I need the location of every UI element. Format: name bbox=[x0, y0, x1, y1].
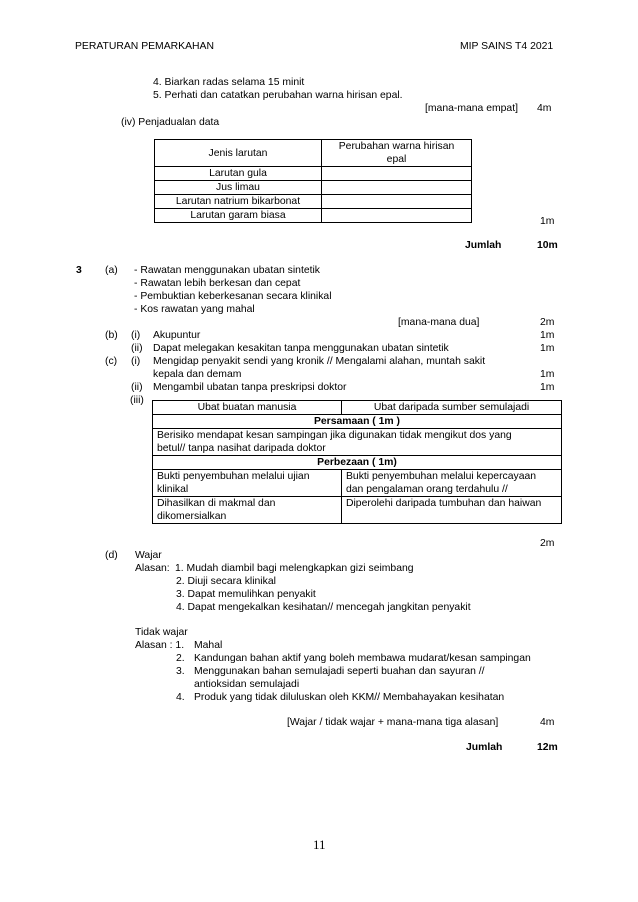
subpart-label: (ii) bbox=[131, 382, 143, 393]
total-mark: 10m bbox=[537, 240, 558, 251]
mark-note: [Wajar / tidak wajar + mana-mana tiga alasan] bbox=[287, 717, 499, 728]
table-cell bbox=[153, 470, 342, 497]
header-right: MIP SAINS T4 2021 bbox=[460, 41, 554, 52]
total-label: Jumlah bbox=[466, 742, 503, 753]
reason-number: 3. bbox=[176, 666, 185, 677]
subpart-label: (i) bbox=[131, 330, 141, 341]
answer-line: - Rawatan menggunakan ubatan sintetik bbox=[134, 265, 320, 276]
table-line: Bukti penyembuhan melalui kepercayaan bbox=[346, 471, 537, 482]
reason-line: antioksidan semulajadi bbox=[194, 679, 300, 690]
answer-line: - Pembuktian keberkesanan secara klinikal bbox=[134, 291, 332, 302]
reason-line: 2. Diuji secara klinikal bbox=[176, 576, 276, 587]
reason-line: Mahal bbox=[194, 640, 223, 651]
total-mark: 12m bbox=[537, 742, 558, 753]
answer-line: Mengambil ubatan tanpa preskripsi doktor bbox=[153, 382, 347, 393]
table-header: Ubat daripada sumber semulajadi bbox=[342, 401, 562, 415]
answer-line: kepala dan demam bbox=[153, 369, 242, 380]
step-5: 5. Perhati dan catatkan perubahan warna hirisan epal. bbox=[153, 90, 403, 101]
part-label: (d) bbox=[105, 550, 118, 561]
comparison-table bbox=[152, 400, 562, 524]
step-4: 4. Biarkan radas selama 15 minit bbox=[153, 77, 305, 88]
table-cell bbox=[322, 167, 472, 181]
table-cell bbox=[342, 470, 562, 497]
reason-line: 4. Dapat mengekalkan kesihatan// mencegah jangkitan penyakit bbox=[176, 602, 471, 613]
mark: 4m bbox=[537, 103, 552, 114]
table-header bbox=[322, 140, 472, 167]
table-header-line: Perubahan warna hirisan bbox=[338, 141, 455, 152]
reason-number: 4. bbox=[176, 692, 185, 703]
mark: 1m bbox=[540, 382, 555, 393]
mark-note: [mana-mana dua] bbox=[398, 317, 480, 328]
table-cell: Jus limau bbox=[155, 181, 322, 195]
table-line: Dihasilkan di makmal dan bbox=[157, 498, 276, 509]
table-header: Ubat buatan manusia bbox=[153, 401, 342, 415]
mark: 1m bbox=[540, 369, 555, 380]
table-header-line: epal bbox=[386, 154, 407, 165]
subpart-label: (ii) bbox=[131, 343, 143, 354]
mark: 1m bbox=[540, 216, 555, 227]
question-number: 3 bbox=[76, 265, 82, 276]
subpart-iv: (iv) Penjadualan data bbox=[121, 117, 220, 128]
table-line: Berisiko mendapat kesan sampingan jika digunakan tidak mengikut dos yang bbox=[157, 430, 512, 441]
mark: 2m bbox=[540, 538, 555, 549]
table-subheader: Persamaan ( 1m ) bbox=[153, 415, 562, 429]
mark: 2m bbox=[540, 317, 555, 328]
reason-line: 3. Dapat memulihkan penyakit bbox=[176, 589, 316, 600]
table-line: betul// tanpa nasihat daripada doktor bbox=[157, 443, 326, 454]
table-cell: Larutan garam biasa bbox=[155, 209, 322, 223]
table-header: Jenis larutan bbox=[155, 140, 322, 167]
table-cell: Larutan natrium bikarbonat bbox=[155, 195, 322, 209]
answer-heading: Wajar bbox=[135, 550, 162, 561]
mark: 1m bbox=[540, 343, 555, 354]
reason-label: Alasan: bbox=[135, 563, 170, 574]
answer-line: - Kos rawatan yang mahal bbox=[134, 304, 255, 315]
table-cell: Larutan gula bbox=[155, 167, 322, 181]
table-cell bbox=[153, 429, 562, 456]
reason-line: 1. Mudah diambil bagi melengkapkan gizi seimbang bbox=[175, 563, 414, 574]
table-line: klinikal bbox=[157, 484, 189, 495]
answer-line: Mengidap penyakit sendi yang kronik // Mengalami alahan, muntah sakit bbox=[153, 356, 486, 367]
reason-number: 2. bbox=[176, 653, 185, 664]
answer-line: Akupuntur bbox=[153, 330, 201, 341]
mark-note: [mana-mana empat] bbox=[425, 103, 518, 114]
answer-heading: Tidak wajar bbox=[135, 627, 188, 638]
table-cell bbox=[153, 497, 342, 524]
mark: 4m bbox=[540, 717, 555, 728]
mark: 1m bbox=[540, 330, 555, 341]
total-label: Jumlah bbox=[465, 240, 502, 251]
reason-line: Menggunakan bahan semulajadi seperti buahan dan sayuran // bbox=[194, 666, 485, 677]
table-line: dan pengalaman orang terdahulu // bbox=[346, 484, 508, 495]
part-label: (a) bbox=[105, 265, 118, 276]
reason-line: Produk yang tidak diluluskan oleh KKM// Membahayakan kesihatan bbox=[194, 692, 505, 703]
reason-label: Alasan : 1. bbox=[135, 640, 185, 651]
subpart-label: (i) bbox=[131, 356, 141, 367]
table-cell bbox=[322, 209, 472, 223]
table-line: dikomersialkan bbox=[157, 511, 227, 522]
part-label: (b) bbox=[105, 330, 118, 341]
table-line: Bukti penyembuhan melalui ujian bbox=[157, 471, 310, 482]
reason-line: Kandungan bahan aktif yang boleh membawa mudarat/kesan sampingan bbox=[194, 653, 531, 664]
answer-line: - Rawatan lebih berkesan dan cepat bbox=[134, 278, 301, 289]
table-cell bbox=[322, 181, 472, 195]
table-subheader: Perbezaan ( 1m) bbox=[153, 456, 562, 470]
table-cell bbox=[322, 195, 472, 209]
answer-line: Dapat melegakan kesakitan tanpa menggunakan ubatan sintetik bbox=[153, 343, 449, 354]
subpart-label: (iii) bbox=[130, 395, 144, 406]
part-label: (c) bbox=[105, 356, 118, 367]
page-number: 11 bbox=[313, 837, 326, 852]
header-left: PERATURAN PEMARKAHAN bbox=[75, 41, 214, 52]
data-table bbox=[154, 139, 472, 223]
table-cell: Diperolehi daripada tumbuhan dan haiwan bbox=[342, 497, 562, 524]
